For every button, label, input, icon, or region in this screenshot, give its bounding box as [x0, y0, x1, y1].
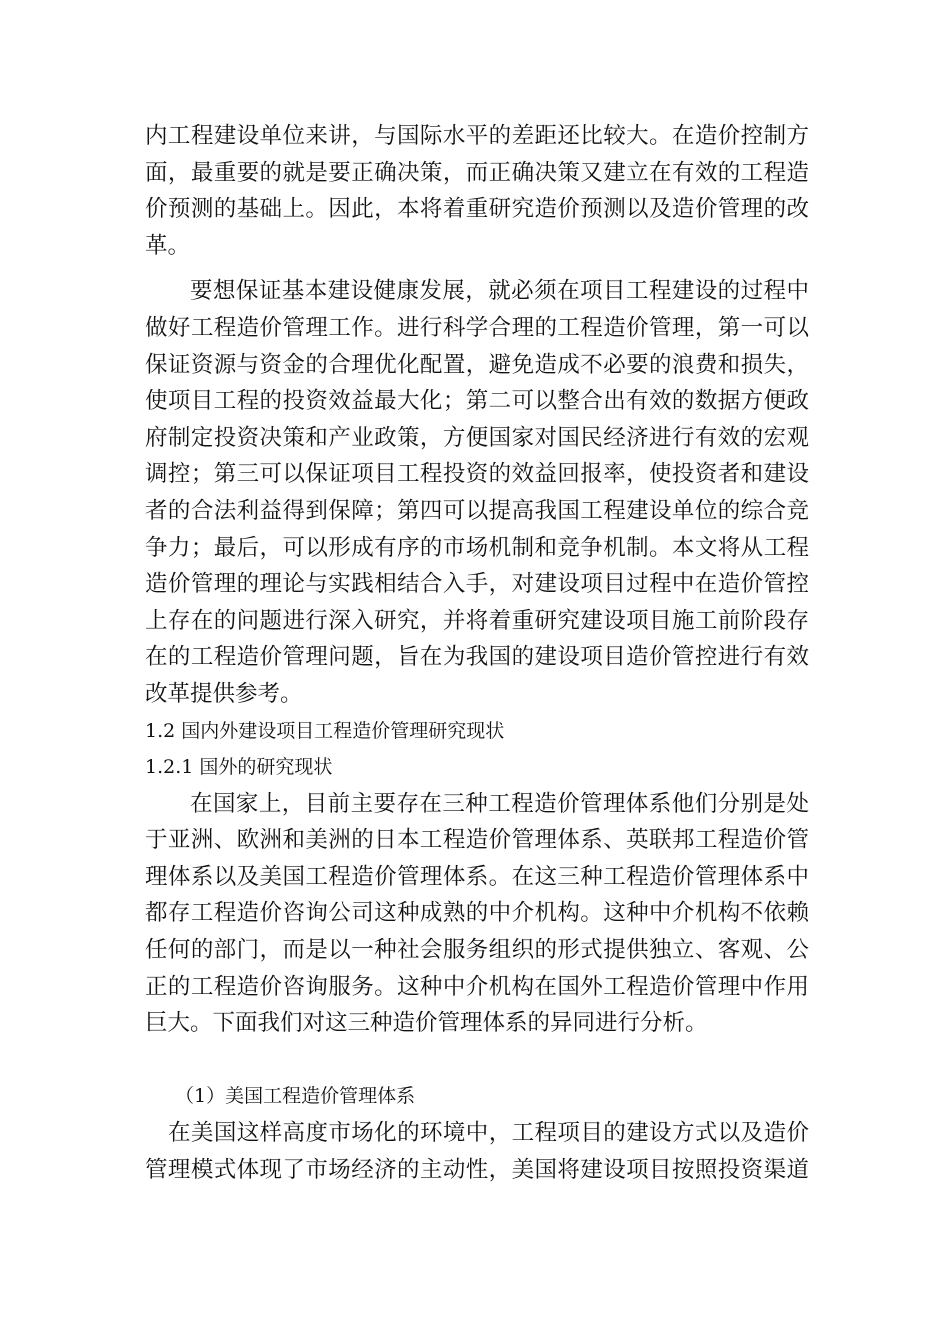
text-line: 保证资源与资金的合理优化配置，避免造成不必要的浪费和损失， [145, 351, 809, 378]
section-heading: 1.2 国内外建设项目工程造价管理研究现状 [145, 719, 505, 742]
text-line: 革。 [145, 232, 191, 259]
text-line: 面，最重要的就是要正确决策，而正确决策又建立在有效的工程造 [145, 159, 809, 186]
paragraph-4 [145, 1115, 809, 1188]
text-line: 管理模式体现了市场经济的主动性，美国将建设项目按照投资渠道 [145, 1156, 809, 1183]
text-line: 使项目工程的投资效益最大化；第二可以整合出有效的数据方便政 [145, 388, 809, 415]
text-line: 价预测的基础上。因此，本将着重研究造价预测以及造价管理的改 [145, 196, 809, 223]
text-line: 巨大。下面我们对这三种造价管理体系的异同进行分析。 [145, 1010, 708, 1037]
text-line: 正的工程造价咨询服务。这种中介机构在国外工程造价管理中作用 [145, 973, 809, 1000]
document-page [145, 118, 809, 1188]
item-heading: （1）美国工程造价管理体系 [175, 1085, 416, 1108]
text-line: 内工程建设单位来讲，与国际水平的差距还比较大。在造价控制方 [145, 123, 809, 149]
text-line: 改革提供参考。 [145, 680, 303, 707]
text-line: 理体系以及美国工程造价管理体系。在这三种工程造价管理体系中 [145, 863, 809, 890]
paragraph-1 [145, 118, 809, 264]
text-line: 在国家上，目前主要存在三种工程造价管理体系他们分别是处 [190, 790, 809, 817]
text-line: 争力；最后，可以形成有序的市场机制和竞争机制。本文将从工程 [145, 534, 809, 561]
text-line: 任何的部门，而是以一种社会服务组织的形式提供独立、客观、公 [145, 937, 809, 964]
subsection-heading: 1.2.1 国外的研究现状 [145, 756, 333, 779]
text-line: 在美国这样高度市场化的环境中，工程项目的建设方式以及造价 [168, 1120, 809, 1147]
text-line: 要想保证基本建设健康发展，就必须在项目工程建设的过程中 [190, 278, 809, 305]
text-line: 都存工程造价咨询公司这种成熟的中介机构。这种中介机构不依赖 [145, 900, 809, 927]
text-line: 在的工程造价管理问题，旨在为我国的建设项目造价管控进行有效 [145, 644, 809, 671]
paragraph-2 [145, 273, 809, 712]
paragraph-3 [145, 786, 809, 1042]
text-line: 府制定投资决策和产业政策，方便国家对国民经济进行有效的宏观 [145, 424, 809, 451]
text-line: 者的合法利益得到保障；第四可以提高我国工程建设单位的综合竞 [145, 497, 809, 524]
text-line: 造价管理的理论与实践相结合入手，对建设项目过程中在造价管控 [145, 571, 809, 598]
text-line: 做好工程造价管理工作。进行科学合理的工程造价管理，第一可以 [145, 314, 809, 341]
text-line: 于亚洲、欧洲和美洲的日本工程造价管理体系、英联邦工程造价管 [145, 827, 809, 854]
blank-line [145, 1042, 809, 1079]
text-line: 上存在的问题进行深入研究，并将着重研究建设项目施工前阶段存 [145, 607, 809, 634]
text-line: 调控；第三可以保证项目工程投资的效益回报率，使投资者和建设 [145, 461, 809, 488]
